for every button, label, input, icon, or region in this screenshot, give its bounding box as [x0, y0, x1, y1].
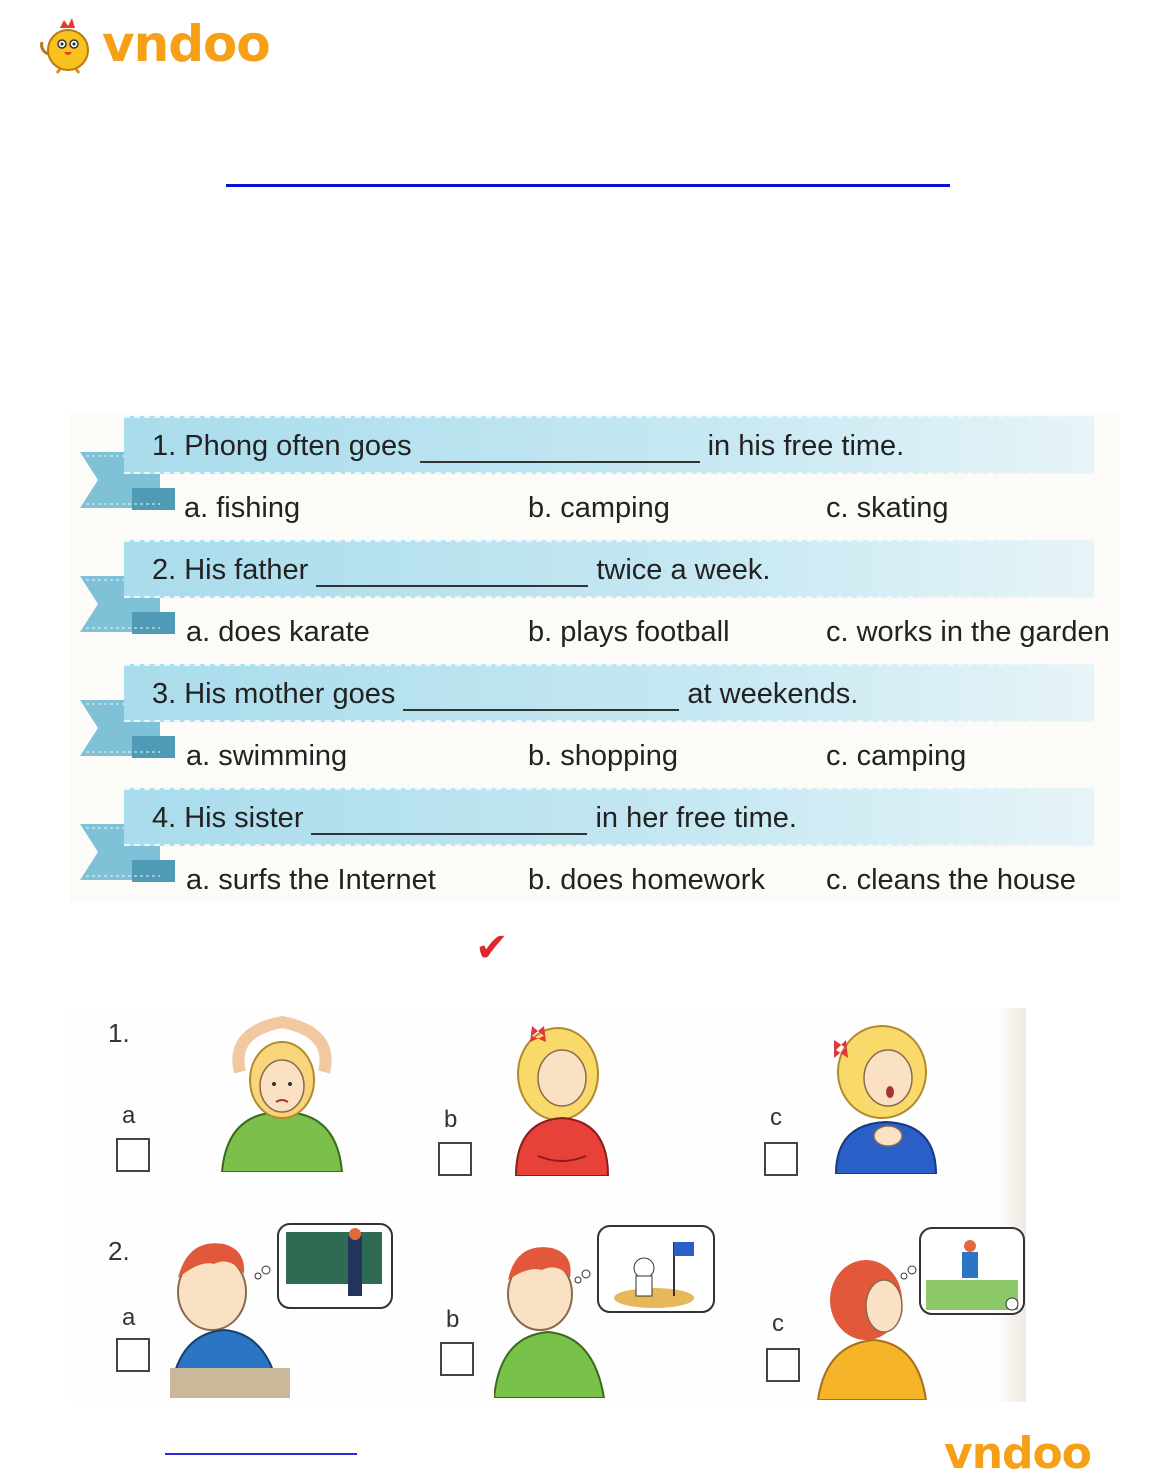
option-b[interactable]: b. plays football [528, 616, 730, 648]
question-stem [152, 678, 858, 711]
checkbox-2b[interactable] [440, 1342, 474, 1376]
checkbox-1a[interactable] [116, 1138, 150, 1172]
option-c[interactable]: c. skating [826, 492, 949, 524]
checkbox-2c[interactable] [766, 1348, 800, 1382]
stem-before: 4. His sister [152, 802, 304, 834]
stem-before: 1. Phong often goes [152, 430, 412, 462]
question-1 [70, 412, 1120, 536]
logo-wordmark: vndoo [944, 1428, 1091, 1479]
option-letter: c [772, 1310, 784, 1337]
option-a[interactable]: a. swimming [186, 740, 348, 772]
question-stem [152, 430, 904, 463]
logo-wordmark: vndoo [102, 15, 270, 73]
checkbox-1b[interactable] [438, 1142, 472, 1176]
option-b[interactable]: b. camping [528, 492, 670, 524]
stem-before: 2. His father [152, 554, 309, 586]
check-mark-icon: ✔ [475, 925, 509, 971]
answer-blank[interactable] [316, 557, 588, 587]
checkbox-1c[interactable] [764, 1142, 798, 1176]
question-stem [152, 802, 797, 835]
vndoo-logo[interactable] [38, 14, 270, 74]
checkbox-2a[interactable] [116, 1338, 150, 1372]
row-number: 2. [108, 1236, 130, 1266]
chick-mascot-icon [38, 14, 98, 74]
answer-blank[interactable] [403, 681, 679, 711]
question-stem [152, 554, 770, 587]
question-3 [70, 660, 1120, 784]
option-letter: b [444, 1106, 458, 1133]
boy-thinking-astronaut-image [494, 1222, 726, 1398]
answer-blank[interactable] [311, 805, 587, 835]
option-a[interactable]: a. does karate [186, 616, 370, 648]
option-b[interactable]: b. does homework [528, 864, 765, 896]
vndoo-footer-logo[interactable] [944, 1428, 1091, 1479]
row-number: 1. [108, 1018, 130, 1048]
question-4 [70, 784, 1120, 908]
girl-thinking-football-image [812, 1224, 1026, 1400]
girl-sore-throat-image [822, 1018, 952, 1174]
boy-thinking-teacher-image [170, 1218, 402, 1398]
question-2 [70, 536, 1120, 660]
exercise-panel [70, 412, 1120, 902]
option-letter: a [122, 1304, 136, 1331]
option-b[interactable]: b. shopping [528, 740, 678, 772]
footer-link[interactable] [165, 1453, 357, 1455]
option-c[interactable]: c. camping [826, 740, 967, 772]
link-underline[interactable] [226, 184, 950, 187]
option-c[interactable]: c. works in the garden [826, 616, 1110, 648]
girl-stomachache-image [496, 1016, 626, 1176]
picture-panel [70, 1008, 1026, 1402]
option-letter: b [446, 1306, 460, 1333]
option-letter: c [770, 1104, 782, 1131]
stem-after: twice a week. [596, 554, 771, 586]
girl-headache-image [182, 1012, 382, 1172]
stem-after: in his free time. [707, 430, 905, 462]
answer-blank[interactable] [420, 433, 700, 463]
option-a[interactable]: a. fishing [184, 492, 301, 524]
stem-before: 3. His mother goes [152, 678, 396, 710]
stem-after: at weekends. [687, 678, 859, 710]
option-c[interactable]: c. cleans the house [826, 864, 1076, 896]
stem-after: in her free time. [595, 802, 797, 834]
option-a[interactable]: a. surfs the Internet [186, 864, 436, 896]
option-letter: a [122, 1102, 136, 1129]
